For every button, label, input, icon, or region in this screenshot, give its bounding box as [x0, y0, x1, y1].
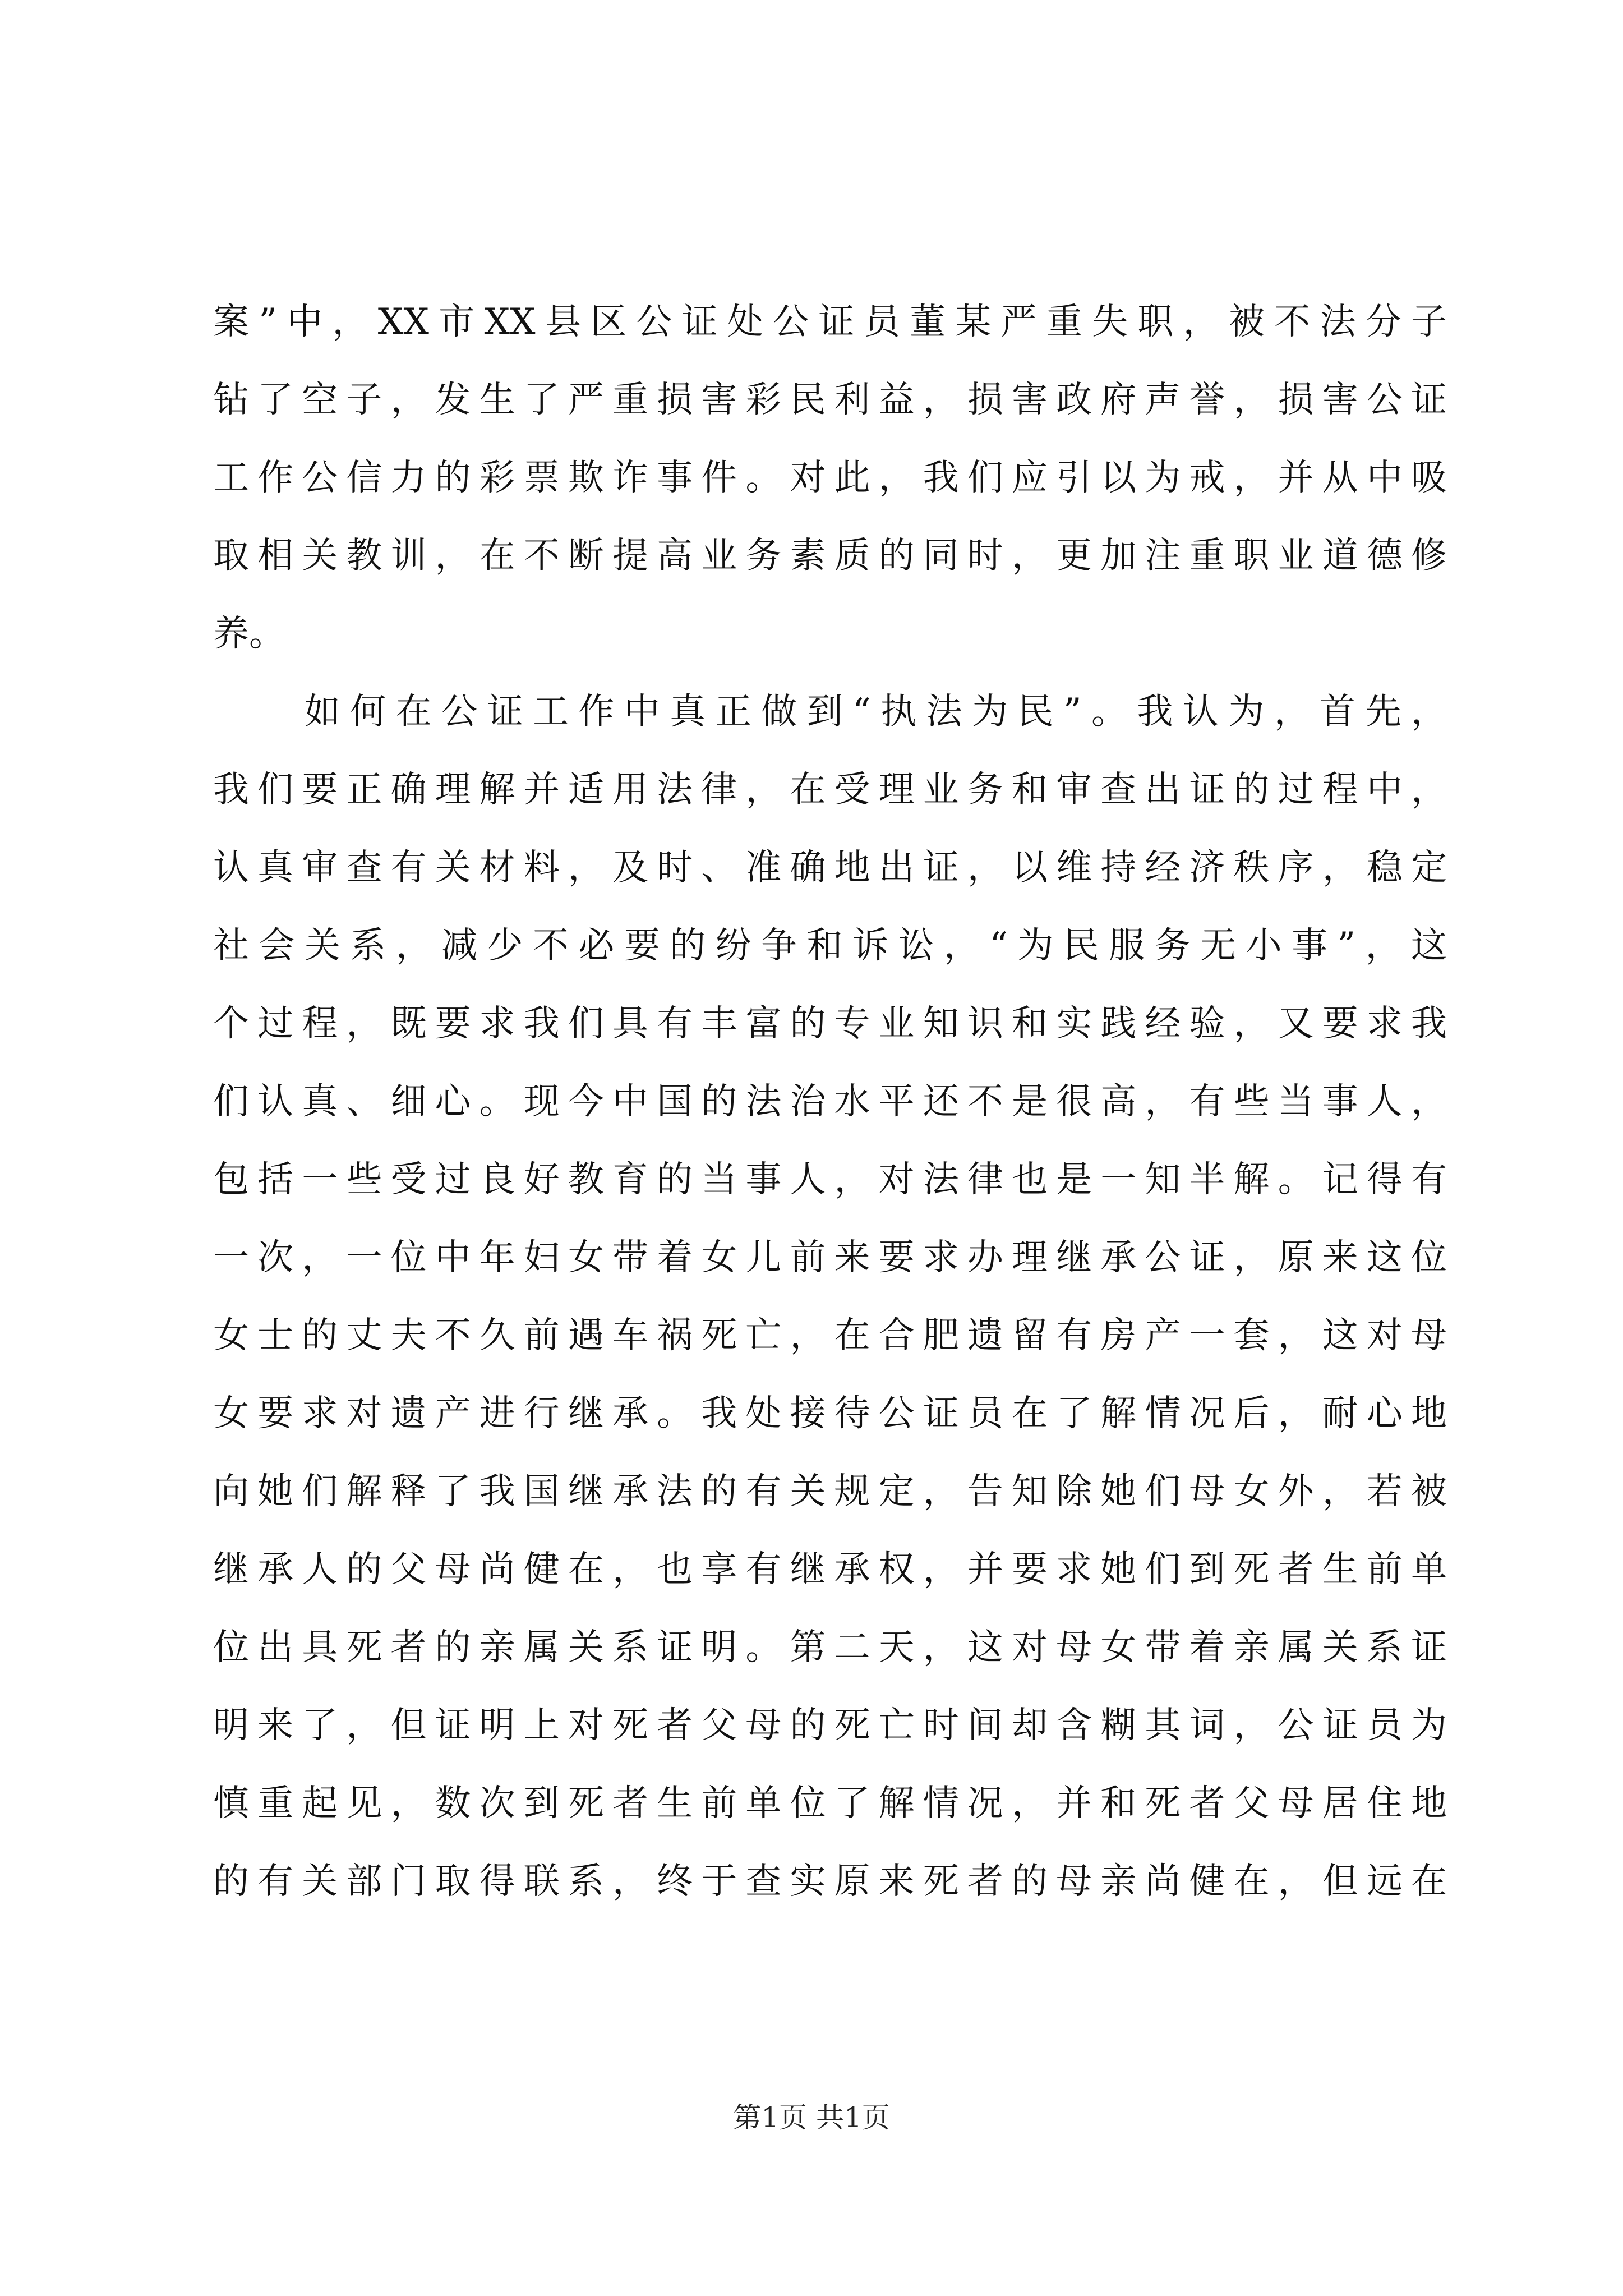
text-line: 社会关系，减少不必要的纷争和诉讼，“为民服务无小事”，这 — [213, 925, 1447, 967]
page-footer: 第1页 共1页 — [733, 2101, 890, 2134]
body-text — [213, 283, 1447, 1921]
text-line: 包括一些受过良好教育的当事人，对法律也是一知半解。记得有 — [213, 1159, 1447, 1200]
text-line: 明来了，但证明上对死者父母的死亡时间却含糊其词，公证员为 — [213, 1705, 1447, 1746]
text-line: 位出具死者的亲属关系证明。第二天，这对母女带着亲属关系证 — [213, 1627, 1447, 1668]
text-line: 女士的丈夫不久前遇车祸死亡，在合肥遗留有房产一套，这对母 — [213, 1315, 1447, 1356]
text-line: 的有关部门取得联系，终于查实原来死者的母亲尚健在，但远在 — [213, 1861, 1447, 1902]
text-line: 们认真、细心。现今中国的法治水平还不是很高，有些当事人， — [213, 1081, 1447, 1122]
text-line: 认真审查有关材料，及时、准确地出证，以维持经济秩序，稳定 — [213, 847, 1447, 889]
text-line: 工作公信力的彩票欺诈事件。对此，我们应引以为戒，并从中吸 — [213, 457, 1447, 499]
text-line: 养。 — [213, 613, 285, 655]
text-line: 钻了空子，发生了严重损害彩民利益，损害政府声誉，损害公证 — [213, 379, 1447, 421]
text-line: 案”中，XX市XX县区公证处公证员董某严重失职，被不法分子 — [213, 301, 1447, 343]
text-line: 一次，一位中年妇女带着女儿前来要求办理继承公证，原来这位 — [213, 1237, 1447, 1278]
text-line: 个过程，既要求我们具有丰富的专业知识和实践经验，又要求我 — [213, 1003, 1447, 1045]
text-line: 如何在公证工作中真正做到“执法为民”。我认为，首先， — [213, 691, 1447, 733]
text-line: 继承人的父母尚健在，也享有继承权，并要求她们到死者生前单 — [213, 1549, 1447, 1590]
text-line: 我们要正确理解并适用法律，在受理业务和审查出证的过程中， — [213, 769, 1447, 811]
text-line: 取相关教训，在不断提高业务素质的同时，更加注重职业道德修 — [213, 535, 1447, 577]
text-line: 向她们解释了我国继承法的有关规定，告知除她们母女外，若被 — [213, 1471, 1447, 1512]
text-line: 慎重起见，数次到死者生前单位了解情况，并和死者父母居住地 — [213, 1783, 1447, 1824]
text-line: 女要求对遗产进行继承。我处接待公证员在了解情况后，耐心地 — [213, 1393, 1447, 1434]
